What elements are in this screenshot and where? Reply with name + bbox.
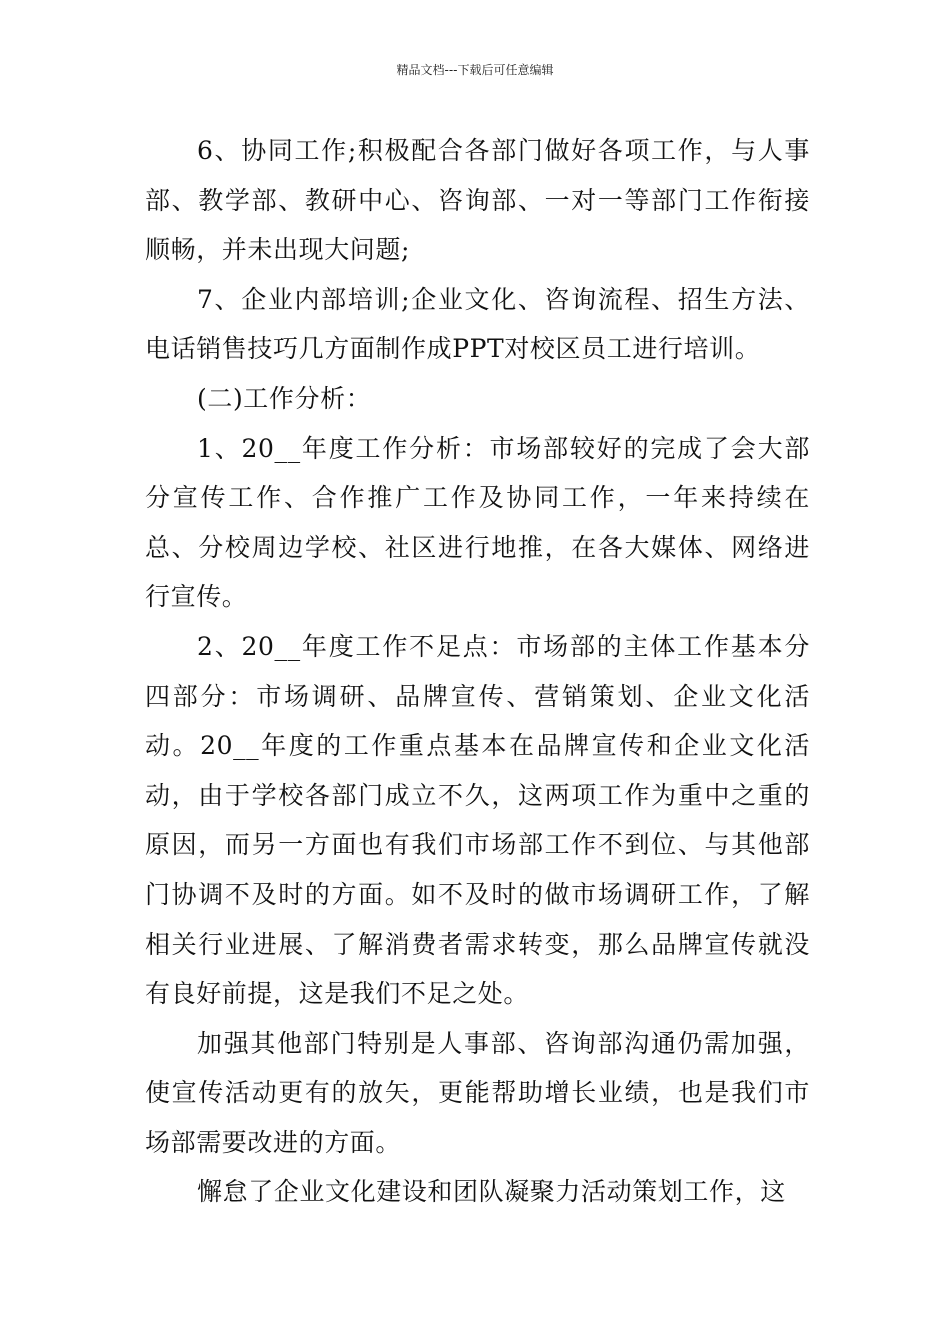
paragraph-annual-analysis: 1、20__年度工作分析：市场部较好的完成了会大部分宣传工作、合作推广工作及协同工作，一年来持续在总、分校周边学校、社区进行地推，在各大媒体、网络进行宣传。 (145, 433, 810, 612)
paragraph-internal-training: 7、企业内部培训;企业文化、咨询流程、招生方法、电话销售技巧几方面制作成PPT对校区员工进行培训。 (145, 284, 810, 364)
page-header: 精品文档---下载后可任意编辑 (396, 63, 554, 77)
paragraph-culture-building: 懈怠了企业文化建设和团队凝聚力活动策划工作，这 (197, 1177, 786, 1207)
section-heading-work-analysis: (二)工作分析： (197, 383, 372, 413)
paragraph-annual-shortcomings: 2、20__年度工作不足点：市场部的主体工作基本分四部分：市场调研、品牌宣传、营销策划、企业文化活动。20__年度的工作重点基本在品牌宣传和企业文化活动，由于学校各部门成立不久，这两项工作为重中之重的原因，而另一方面也有我们市场部工作不到位、与其他部门协调不及时的方面。如不及时的做市场调研工作，了解相关行业进展、了解消费者需求转变，那么品牌宣传就没有良好前提，这是我们不足之处。 (145, 631, 810, 1009)
document-body (145, 126, 810, 1217)
paragraph-department-communication: 加强其他部门特别是人事部、咨询部沟通仍需加强，使宣传活动更有的放矢，更能帮助增长业绩，也是我们市场部需要改进的方面。 (145, 1028, 810, 1157)
paragraph-coordination-work: 6、协同工作;积极配合各部门做好各项工作，与人事部、教学部、教研中心、咨询部、一对一等部门工作衔接顺畅，并未出现大问题; (145, 136, 810, 265)
